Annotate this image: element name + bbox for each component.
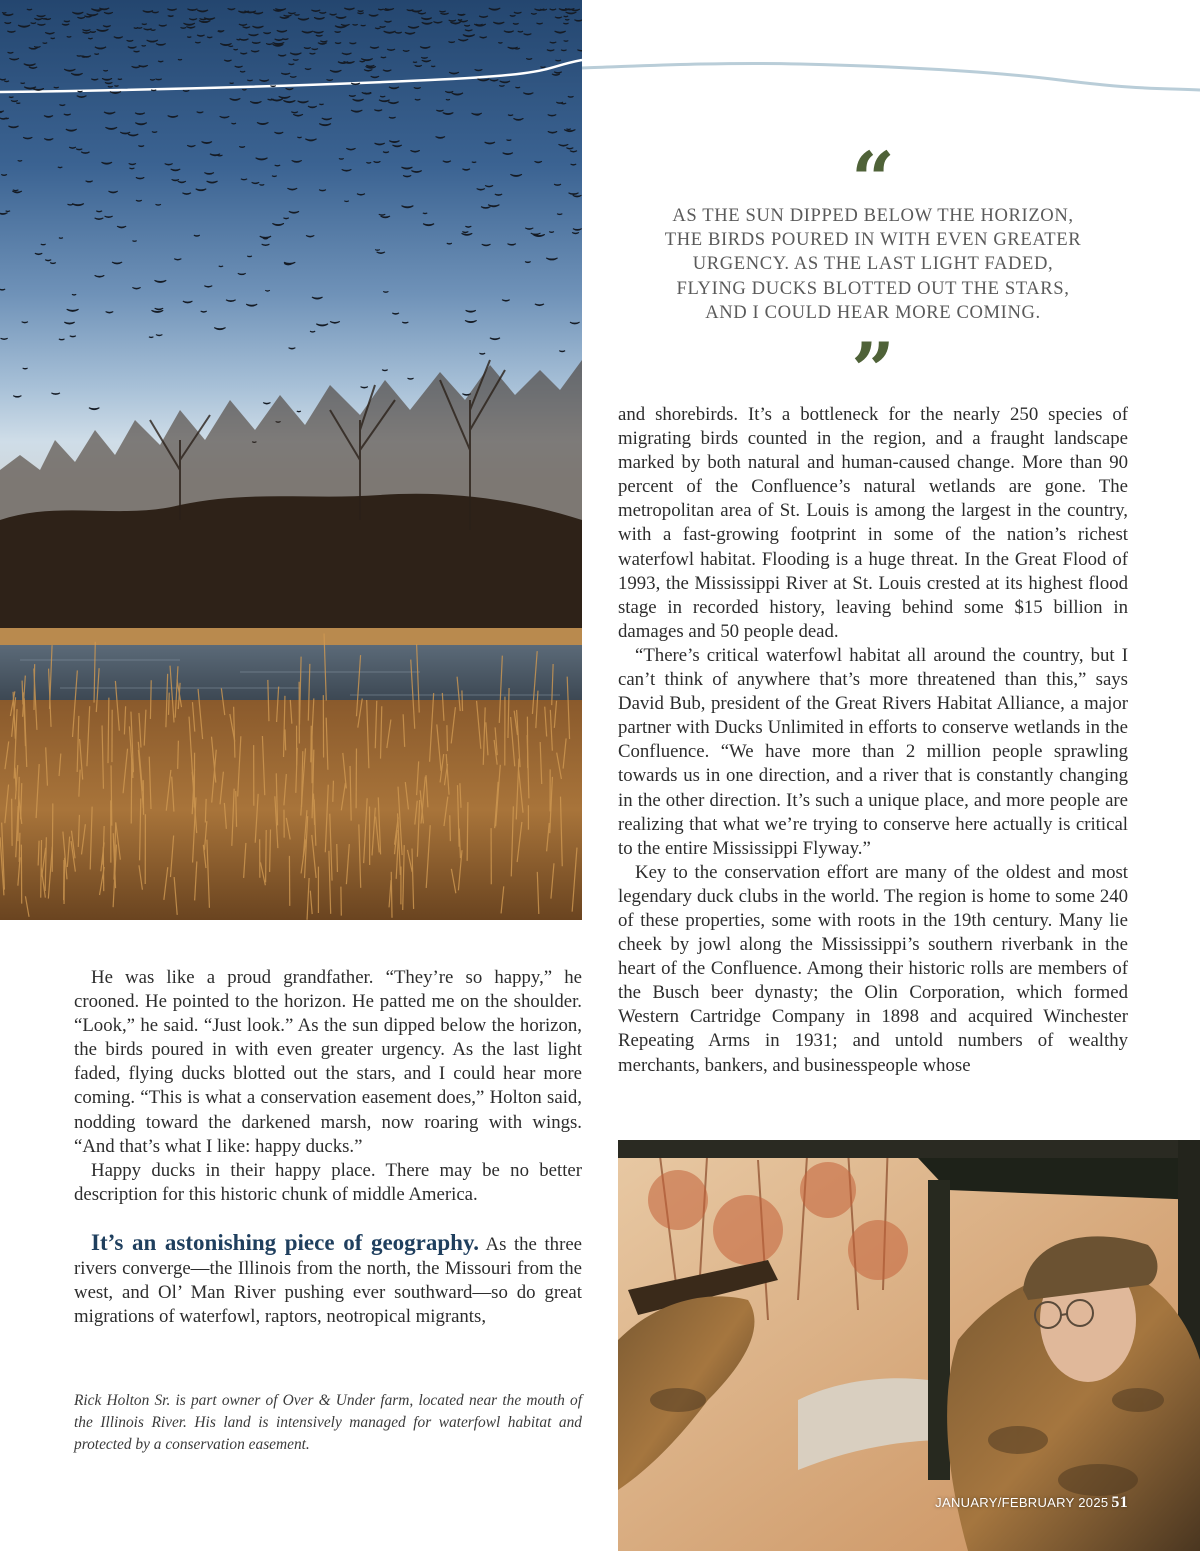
open-quote-mark: “ — [851, 135, 895, 224]
photo-caption: Rick Holton Sr. is part owner of Over & Under farm, located near the mouth of the Illinois River. His land is intensively managed for waterfowl habitat and protected by a conservation easement. — [74, 1392, 582, 1453]
body-paragraph: Key to the conservation effort are many of the oldest and most legendary duck clubs in the world. The region is home to some 240 of these properties, some with roots in the 19th century. Many lie cheek by jowl along the Mississippi’s southern riverbank in the heart of the Confluence. Among their historic rolls are members of the Busch beer dynasty; the Olin Corporation, which formed Western Cartridge Company in 1898 and acquired Winchester Repeating Arms in 1931; and untold numbers of wealthy merchants, bankers, and businesspeople whose — [618, 861, 1128, 1076]
body-paragraph: and shorebirds. It’s a bottleneck for the nearly 250 species of migrating birds counted in the region, and a fraught landscape marked by both natural and human-caused change. More than 90 percent of the Confluence’s natural wetlands are gone. The metropolitan area of St. Louis is among the largest in the country, with a fast-growing footprint in some of the nation’s richest waterfowl habitat. Flooding is a huge threat. In the Great Flood of 1993, the Mississippi River at St. Louis crested at its highest flood stage in recorded history, leaving behind some $15 billion in damages and 50 people dead. — [618, 404, 1128, 642]
body-paragraph: “There’s critical waterfowl habitat all around the country, but I can’t think of anywhere that’s more threatened than this,” says David Bub, president of the Great Rivers Habitat Alliance, a major partner with Ducks Unlimited in efforts to conserve wetlands in the Confluence. “We have more than 2 million people sprawling towards us in one direction, and a river that is constantly changing in the other direction. It’s such a unique place, and more people are realizing that what we’re trying to conserve here actually is critical to the entire Mississippi Flyway.” — [618, 644, 1128, 859]
body-paragraph-text: As the three rivers converge—the Illinois from the north, the Missouri from the west, and Ol’ Man River pushing ever southward—so do great migrations of waterfowl, raptors, neotropical migrants, — [74, 1233, 583, 1328]
body-paragraph: Happy ducks in their happy place. There may be no better description for this historic chunk of middle America. — [74, 1159, 582, 1205]
pull-quote-text: AS THE SUN DIPPED BELOW THE HORIZON, THE BIRDS POURED IN WITH EVEN GREATER URGENCY. AS THE LAST LIGHT FADED, FLYING DUCKS BLOTTED OUT THE STARS, AND I COULD HEAR MORE COMING. — [664, 205, 1082, 323]
close-quote-mark: ” — [851, 326, 895, 416]
pull-quote — [618, 135, 1128, 416]
body-paragraph: He was like a proud grandfather. “They’re so happy,” he crooned. He pointed to the horizon. He patted me on the shoulder. “Look,” he said. “Just look.” As the sun dipped below the horizon, the birds poured in with even greater urgency. As the last light faded, flying ducks blotted out the stars, and I could hear more coming. “This is what a conservation easement does,” Holton said, nodding toward the darkened marsh, now roaring with wings. “And that’s what I like: happy ducks.” — [74, 967, 582, 1157]
issue-date: JANUARY/FEBRUARY 2025 — [935, 1495, 1109, 1510]
right-text-column — [618, 403, 1128, 1078]
page-number: 51 — [1111, 1494, 1128, 1511]
marsh-photo — [0, 0, 582, 920]
section-subhead: It’s an astonishing piece of geography. — [91, 1229, 479, 1255]
hunter-photo — [618, 1140, 1200, 1551]
left-text-column — [74, 966, 582, 1329]
subhead-paragraph — [74, 1231, 582, 1329]
page-folio — [935, 1494, 1128, 1512]
